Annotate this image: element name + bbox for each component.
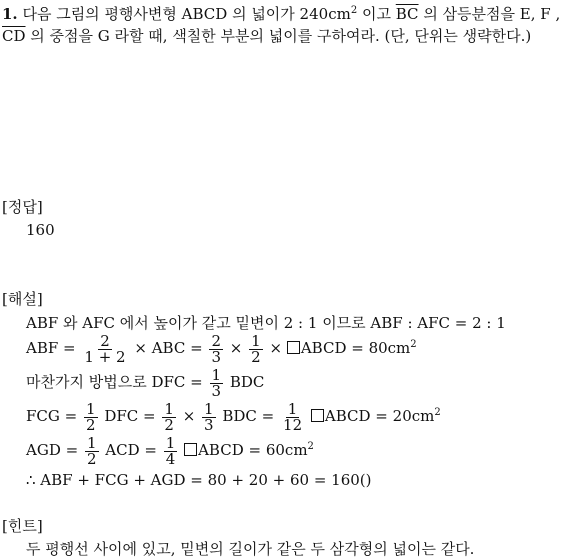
exponent: 2 [350, 5, 358, 16]
fraction-numerator: 1 [86, 433, 97, 452]
fraction-numerator: 1 [204, 399, 214, 418]
times-symbol: × [229, 339, 243, 357]
solution-line-5 [26, 434, 314, 467]
solution-line-2 [26, 332, 417, 365]
fraction-denominator: 3 [211, 347, 221, 366]
solution-line-1: ABF 와 AFC 에서 높이가 같고 밑변이 2 : 1 이므로 ABF : AFC = 2 : 1 [26, 314, 506, 332]
fraction [84, 399, 98, 434]
segment-cd: $\overline{CD}$ [2, 27, 26, 45]
fraction-denominator: 12 [283, 415, 303, 434]
problem-text-b: 이고 [361, 5, 391, 23]
fraction [202, 399, 216, 434]
fraction-denominator: 2 [164, 415, 174, 434]
segment-bc: $\overline{BC}$ [395, 5, 419, 23]
question-number: 1. [2, 5, 18, 23]
fraction-denominator: 3 [211, 381, 222, 400]
fraction-numerator: 1 [164, 399, 174, 418]
fraction [85, 433, 99, 468]
hint-label: [힌트] [2, 517, 43, 535]
equation-text: × ABC = [134, 339, 203, 357]
fraction-numerator: 2 [100, 331, 110, 350]
fraction [209, 331, 223, 366]
equation-lhs: AGD = [26, 441, 79, 459]
fraction-denominator: 3 [204, 415, 214, 434]
problem-text-a: 다음 그림의 평행사변형 ABCD 의 넓이가 240cm [22, 5, 351, 23]
fraction-numerator: 1 [211, 365, 222, 384]
answer-value: 160 [26, 221, 55, 239]
solution-line-3 [26, 366, 264, 399]
fraction [82, 331, 127, 366]
fraction-numerator: 1 [86, 399, 96, 418]
equation-text: BDC = [222, 407, 275, 425]
equation-rhs: ABCD = 20cm [324, 407, 435, 425]
fraction [249, 331, 263, 366]
equation-lhs: 마찬가지 방법으로 DFC = [26, 373, 203, 391]
fraction-numerator: 1 [251, 331, 261, 350]
equation-text: ACD = [105, 441, 157, 459]
fraction [162, 399, 176, 434]
exponent: 2 [307, 441, 314, 452]
equation-rhs: ABCD = 80cm [300, 339, 411, 357]
fraction-denominator: 4 [165, 449, 176, 468]
equation-text: DFC = [104, 407, 156, 425]
fraction [210, 365, 224, 400]
fraction-numerator: 1 [287, 399, 298, 418]
solution-label: [해설] [2, 290, 43, 308]
equation-lhs: FCG = [26, 407, 78, 425]
fraction-denominator: 2 [86, 449, 97, 468]
problem-text-d: 의 중점을 G 라할 때, 색칠한 부분의 넓이를 구하여라. (단, 단위는 생략한다.) [30, 27, 532, 45]
solution-line-4 [26, 400, 441, 433]
fraction [281, 399, 304, 434]
times-symbol: × [182, 407, 196, 425]
hint-text: 두 평행선 사이에 있고, 밑변의 길이가 같은 두 삼각형의 넓이는 같다. [26, 540, 475, 558]
exponent: 2 [410, 339, 417, 350]
equation-rhs: BDC [229, 373, 265, 391]
parallelogram-symbol [311, 409, 324, 422]
fraction-numerator: 1 [165, 433, 176, 452]
problem-text-c: 의 삼등분점을 E, F , [423, 5, 561, 23]
solution-line-6: ∴ ABF + FCG + AGD = 80 + 20 + 60 = 160() [26, 471, 372, 489]
problem-statement [2, 3, 571, 47]
fraction-denominator: 1 + 2 [84, 347, 126, 366]
equation-rhs: ABCD = 60cm [198, 441, 308, 459]
fraction-denominator: 2 [251, 347, 261, 366]
equation-lhs: ABF = [26, 339, 76, 357]
exponent: 2 [434, 407, 441, 418]
parallelogram-symbol [287, 341, 300, 354]
times-symbol: × [269, 339, 283, 357]
fraction [164, 433, 178, 468]
parallelogram-symbol [184, 443, 197, 456]
fraction-numerator: 2 [211, 331, 221, 350]
fraction-denominator: 2 [86, 415, 96, 434]
answer-label: [정답] [2, 198, 43, 216]
